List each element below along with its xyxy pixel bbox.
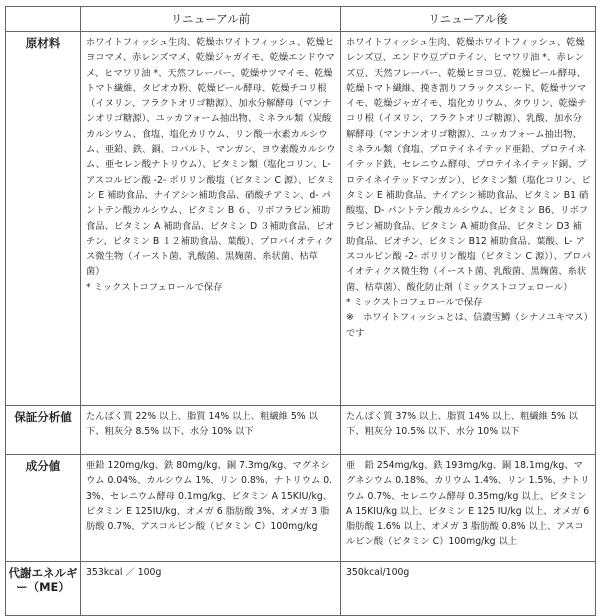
guaranteed-analysis-before: たんぱく質 22% 以上、脂質 14% 以上、粗繊維 5% 以下、粗灰分 8.5% 以下、水分 10% 以下 <box>81 406 341 455</box>
metabolic-energy-after: 350kcal/100g <box>341 562 596 616</box>
header-row <box>6 7 596 32</box>
ingredients-row <box>6 32 596 406</box>
header-before: リニューアル前 <box>81 7 341 32</box>
ingredients-before: ホワイトフィッシュ生肉、乾燥ホワイトフィッシュ、乾燥ヒヨコマメ、赤レンズマメ、乾燥ジャガイモ、乾燥エンドウマメ、ヒマワリ油 *、天然フレーバー、乾燥サツマイモ、乾燥トマト繊維、タピオカ粉、乾燥ビール酵母、乾燥チコリ根（イヌリン、フラクトオリゴ糖源）、加水分解酵母（マンナンオリゴ糖源）、ユッカフォーム抽出物、ミネラル類（炭酸カルシウム、食塩、塩化カリウム、リン酸一水素カルシウム、亜鉛、鉄、銅、コバルト、マンガン、ヨウ素酸カルシウム、亜セレン酸ナトリウム）、ビタミン類（塩化コリン、L- アスコルビン酸 -2- ポリリン酸塩（ビタミン C 源）、ビタミン E 補助食品、ナイアシン補助食品、硝酸チアミン、d- パントテン酸カルシウム、ビタミン B ６、リボフラビン補助食品、ビタミン A 補助食品、ビタミン D ３補助食品、ビオチン、ビタミン B １２補助食品、葉酸）、プロバイオティクス微生物（イースト菌、乳酸菌、黒麹菌、糸状菌、枯草菌） * ミックストコフェロールで保存 <box>81 32 341 406</box>
header-corner <box>6 7 81 32</box>
composition-row <box>6 455 596 562</box>
composition-before: 亜鉛 120mg/kg、鉄 80mg/kg、銅 7.3mg/kg、マグネシウム 0.04%、カルシウム 1%、リン 0.8%、ナトリウム 0.3%、セレニウム酵母 0.1mg/kg、ビタミン A 15KIU/kg、ビタミン E 125IU/kg、オメガ 6 脂肪酸 3%、オメガ 3 脂肪酸 0.7%、アスコルビン酸（ビタミン C）100mg/kg <box>81 455 341 562</box>
comparison-table <box>5 6 596 616</box>
guaranteed-analysis-after: たんぱく質 37% 以上、脂質 14% 以上、粗繊維 5% 以下、粗灰分 10.5% 以下、水分 10% 以下 <box>341 406 596 455</box>
ingredients-label: 原材料 <box>6 32 81 406</box>
header-after: リニューアル後 <box>341 7 596 32</box>
guaranteed-analysis-label: 保証分析値 <box>6 406 81 455</box>
metabolic-energy-before: 353kcal ／ 100g <box>81 562 341 616</box>
guaranteed-analysis-row <box>6 406 596 455</box>
composition-label: 成分値 <box>6 455 81 562</box>
ingredients-after: ホワイトフィッシュ生肉、乾燥ホワイトフィッシュ、乾燥レンズ豆、エンドウ豆プロテイン、ヒマワリ油 *、赤レンズ豆、天然フレーバー、乾燥ヒヨコ豆、乾燥ビール酵母、乾燥トマト繊維、挽き割りフラックスシード、乾燥サツマイモ、乾燥ジャガイモ、塩化カリウム、タウリン、乾燥チコリ根（イヌリン、フラクトオリゴ糖源）、乳酸、加水分解酵母（マンナンオリゴ糖源）、ユッカフォーム抽出物、ミネラル類（食塩、プロテイネイテッド亜鉛、プロテイネイテッド鉄、セレニウム酵母、プロテイネイテッド銅、プロテイネイテッドマンガン）、ビタミン類（塩化コリン、ビタミン E 補助食品、ナイアシン補助食品、ビタミン B1 硝酸塩、D- パントテン酸カルシウム、ビタミン B6、リボフラビン補助食品、ビタミン A 補助食品、ビタミン D3 補助食品、ビオチン、ビタミン B12 補助食品、葉酸、L- アスコルビン酸 -2- ポリリン酸塩（ビタミン C 源））、プロバイオティクス微生物（イースト菌、乳酸菌、黒麹菌、糸状菌、枯草菌）、酸化防止剤（ミックストコフェロール） * ミックストコフェロールで保存 ※ ホワイトフィッシュとは、信濃雪鱒（シナノユキマス）です <box>341 32 596 406</box>
metabolic-energy-label: 代謝エネルギー（ME） <box>6 562 81 616</box>
composition-after: 亜 鉛 254mg/kg、鉄 193mg/kg、銅 18.1mg/kg、マグネシウム 0.18%、カリウム 1.4%、リン 1.5%、ナトリウム 0.7%、セレニウム酵母 0.35mg/kg 以上、ビタミン A 15KIU/kg 以上、ビタミン E 125 IU/kg 以上、オメガ 6 脂肪酸 1.6% 以上、オメガ 3 脂肪酸 0.8% 以上、アスコルビン酸（ビタミン C）100mg/kg 以上 <box>341 455 596 562</box>
metabolic-energy-row <box>6 562 596 616</box>
